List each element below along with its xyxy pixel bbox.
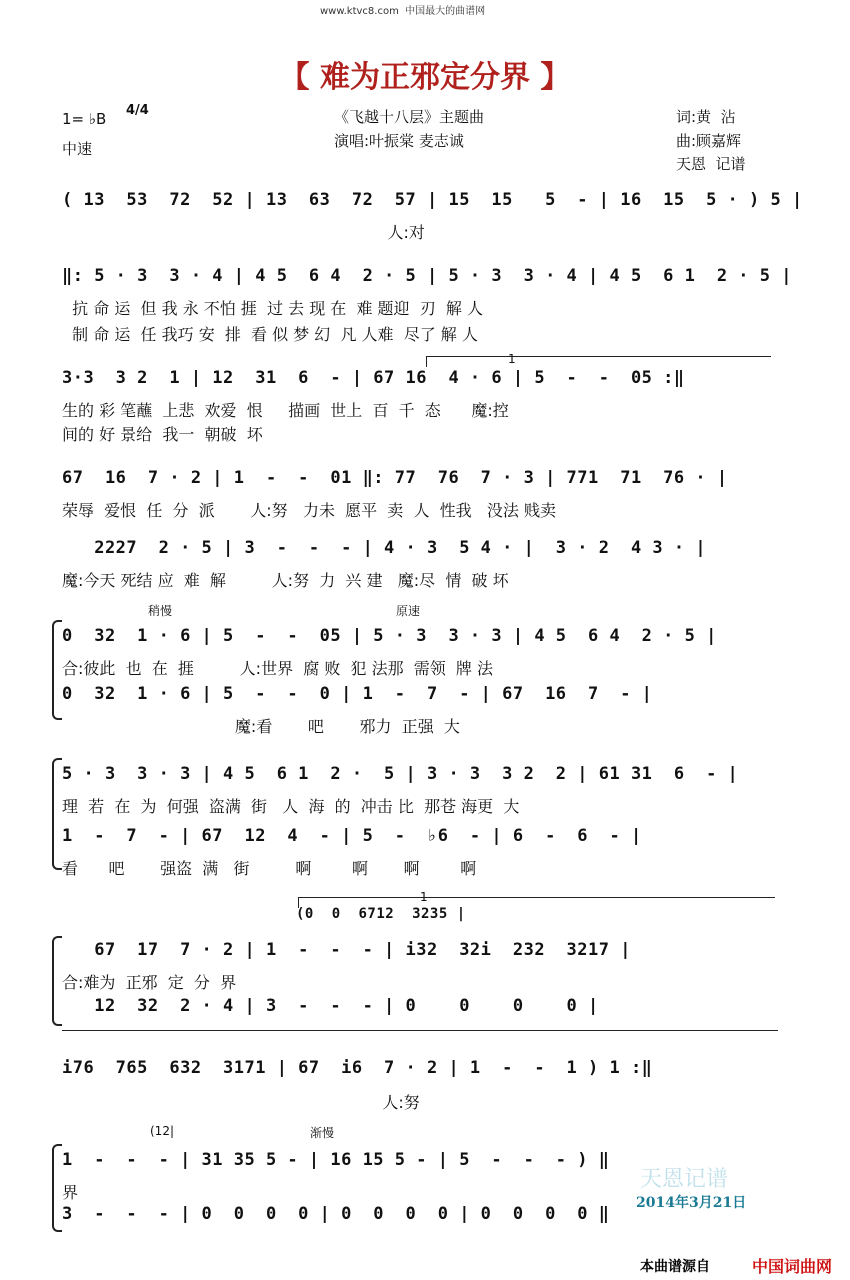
tempo-gradual-slow: 渐慢 [310, 1126, 335, 1140]
tempo-slower: 稍慢 [148, 604, 173, 618]
system-bracket [52, 620, 62, 720]
notation-row: 67 16 7 · 2 | 1 - - 01 ‖: 77 76 7 · 3 | 771 71 76 · | [62, 468, 728, 488]
lyric-row: 魔:今天 死结 应 难 解 人:努 力 兴 建 魔:尽 情 破 坏 [62, 571, 509, 590]
notation-row: 2227 2 · 5 | 3 - - - | 4 · 3 5 4 · | 3 · 2 4 3 · | [62, 538, 707, 558]
subtitle: 《飞越十八层》主题曲 [334, 108, 485, 126]
footer-source-label: 本曲谱源自 [640, 1259, 710, 1275]
lyric-row: 人:努 [62, 1093, 420, 1112]
composer: 曲:顾嘉辉 [676, 132, 742, 150]
tempo-marking: 中速 [62, 140, 93, 158]
notation-row: i76 765 632 3171 | 67 i6 7 · 2 | 1 - - 1 ) 1 :‖ [62, 1058, 653, 1078]
notation-row: ( 13 53 72 52 | 13 63 72 57 | 15 15 5 - | 16 15 5 · ) 5 | [62, 190, 803, 210]
lyric-row: 看 吧 强盗 满 街 啊 啊 啊 啊 [62, 859, 477, 878]
notation-row: 5 · 3 3 · 3 | 4 5 6 1 2 · 5 | 3 · 3 3 2 2 | 61 31 6 - | [62, 764, 739, 784]
notation-row: 1 - - - | 31 35 5 - | 16 15 5 - | 5 - - - ) ‖ [62, 1150, 610, 1170]
notation-row: 0 32 1 · 6 | 5 - - 05 | 5 · 3 3 · 3 | 4 5 6 4 2 · 5 | [62, 626, 717, 646]
volta-label: 1 [420, 890, 428, 904]
footer-source-link[interactable]: 中国词曲网 [752, 1257, 833, 1276]
transcription-date: 2014年3月21日 [636, 1195, 747, 1211]
song-title: 【 难为正邪定分界 】 [279, 60, 571, 95]
lyric-row: 生的 彩 笔蘸 上悲 欢爱 恨 描画 世上 百 千 态 魔:控 [62, 401, 509, 420]
lyric-row: 合:彼此 也 在 捱 人:世界 腐 败 犯 法那 需领 牌 法 [62, 659, 494, 678]
handwritten-signature: 天恩记谱 [640, 1167, 729, 1192]
singers: 演唱:叶振棠 麦志诚 [334, 132, 464, 150]
notation-row: 0 32 1 · 6 | 5 - - 0 | 1 - 7 - | 67 16 7 - | [62, 684, 653, 704]
notation-row: 67 17 7 · 2 | 1 - - - | i32 32i 232 3217 | [62, 940, 631, 960]
lyric-row: 魔:看 吧 邪力 正强 大 [62, 717, 460, 736]
system-bracket [52, 758, 62, 870]
system-bracket [52, 1144, 62, 1232]
notation-row: 3 - - - | 0 0 0 0 | 0 0 0 0 | 0 0 0 0 ‖ [62, 1204, 610, 1224]
divider-line [62, 1030, 778, 1031]
notation-row: 3·3 3 2 1 | 12 31 6 - | 67 16 4 · 6 | 5 - - 05 :‖ [62, 368, 685, 388]
transcriber: 天恩 记谱 [676, 155, 746, 173]
lyricist: 词:黄 沾 [676, 108, 736, 126]
lyric-row: 界 [62, 1183, 79, 1202]
volta-label: 1 [508, 352, 516, 366]
key-signature: 1= ♭B [62, 110, 107, 128]
site-header: www.ktvc8.com 中国最大的曲谱网 [320, 6, 486, 17]
time-signature: 4/4 [126, 103, 149, 118]
lyric-row: 间的 好 景给 我一 朝破 坏 [62, 425, 263, 444]
lyric-row: 荣辱 爱恨 任 分 派 人:努 力未 愿平 卖 人 性我 没法 贱卖 [62, 501, 556, 520]
notation-row: (0 0 6712 3235 | [296, 906, 466, 922]
lyric-row: 合:难为 正邪 定 分 界 [62, 973, 237, 992]
notation-row: 12 32 2 · 4 | 3 - - - | 0 0 0 0 | [62, 996, 599, 1016]
lyric-row: 人:对 [62, 223, 425, 242]
volta-label-12: (12| [150, 1124, 174, 1138]
system-bracket [52, 936, 62, 1026]
lyric-row: 理 若 在 为 何强 盗满 街 人 海 的 冲击 比 那苍 海更 大 [62, 797, 520, 816]
volta-bracket [426, 356, 771, 367]
notation-row: 1 - 7 - | 67 12 4 - | 5 - ♭6 - | 6 - 6 - | [62, 826, 642, 846]
lyric-row: 抗 命 运 但 我 永 不怕 捱 过 去 现 在 难 题迎 刃 解 人 [62, 299, 483, 318]
notation-row: ‖: 5 · 3 3 · 4 | 4 5 6 4 2 · 5 | 5 · 3 3 · 4 | 4 5 6 1 2 · 5 | [62, 266, 792, 286]
lyric-row: 制 命 运 任 我巧 安 排 看 似 梦 幻 凡 人难 尽了 解 人 [62, 325, 478, 344]
tempo-original: 原速 [396, 604, 421, 618]
